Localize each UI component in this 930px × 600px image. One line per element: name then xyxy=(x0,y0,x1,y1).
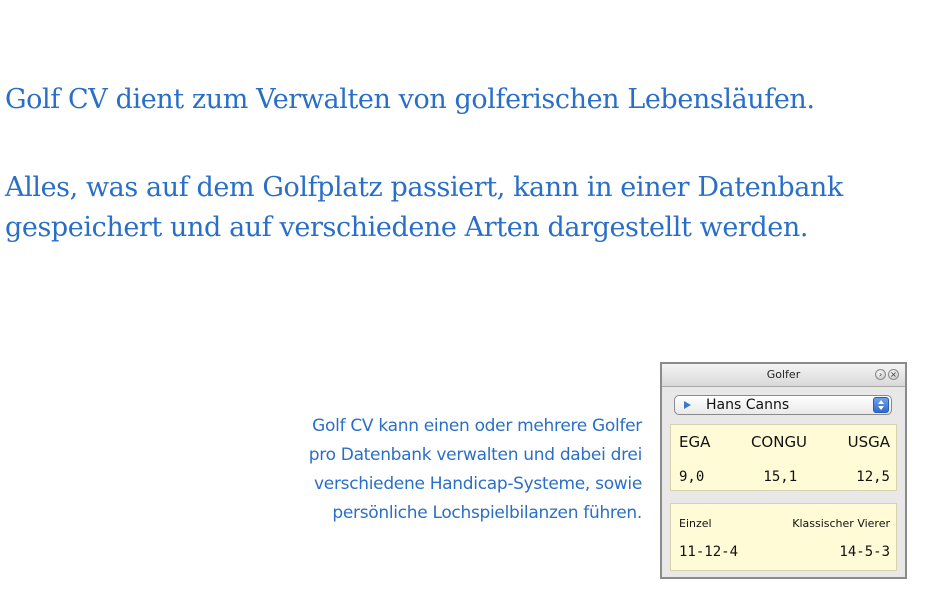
matchplay-values xyxy=(671,544,896,560)
panel-titlebar xyxy=(662,364,905,387)
intro-line-2: Alles, was auf dem Golfplatz passiert, kann in einer Datenbank xyxy=(5,172,843,203)
handicap-header-usga: USGA xyxy=(847,433,890,451)
matchplay-value-single: 11-12-4 xyxy=(679,544,739,560)
handicap-values xyxy=(671,469,896,485)
stepper-icon[interactable] xyxy=(873,397,889,413)
matchplay-label-foursome: Klassischer Vierer xyxy=(792,517,890,530)
handicap-value-congu: 15,1 xyxy=(763,469,798,485)
handicap-value-usga: 12,5 xyxy=(856,469,890,485)
handicap-header-ega: EGA xyxy=(679,433,711,451)
feature-description xyxy=(262,412,642,528)
matchplay-label-single: Einzel xyxy=(679,517,712,530)
matchplay-value-foursome: 14-5-3 xyxy=(839,544,890,560)
intro-line-3: gespeichert und auf verschiedene Arten dargestellt werden. xyxy=(5,212,809,243)
matchplay-box xyxy=(670,503,897,571)
resize-icon[interactable]: › xyxy=(875,369,886,380)
feature-line-1: Golf CV kann einen oder mehrere Golfer xyxy=(312,416,642,436)
golfer-select[interactable] xyxy=(674,395,892,415)
feature-line-2: pro Datenbank verwalten und dabei drei xyxy=(308,445,642,465)
close-icon[interactable]: × xyxy=(888,369,899,380)
panel-title: Golfer xyxy=(766,368,801,381)
handicap-value-ega: 9,0 xyxy=(679,469,705,485)
window-buttons xyxy=(875,369,899,380)
handicap-header-congu: CONGU xyxy=(750,433,808,451)
intro-line-1: Golf CV dient zum Verwalten von golferischen Lebensläufen. xyxy=(5,84,815,115)
intro-text xyxy=(5,80,930,248)
play-icon xyxy=(684,401,691,409)
handicap-headers xyxy=(671,433,896,451)
matchplay-labels xyxy=(671,517,896,530)
handicap-box xyxy=(670,424,897,491)
golfer-panel xyxy=(660,362,907,579)
selected-golfer: Hans Canns xyxy=(706,397,790,413)
feature-line-3: verschiedene Handicap-Systeme, sowie xyxy=(314,474,642,494)
feature-line-4: persönliche Lochspielbilanzen führen. xyxy=(332,503,642,523)
